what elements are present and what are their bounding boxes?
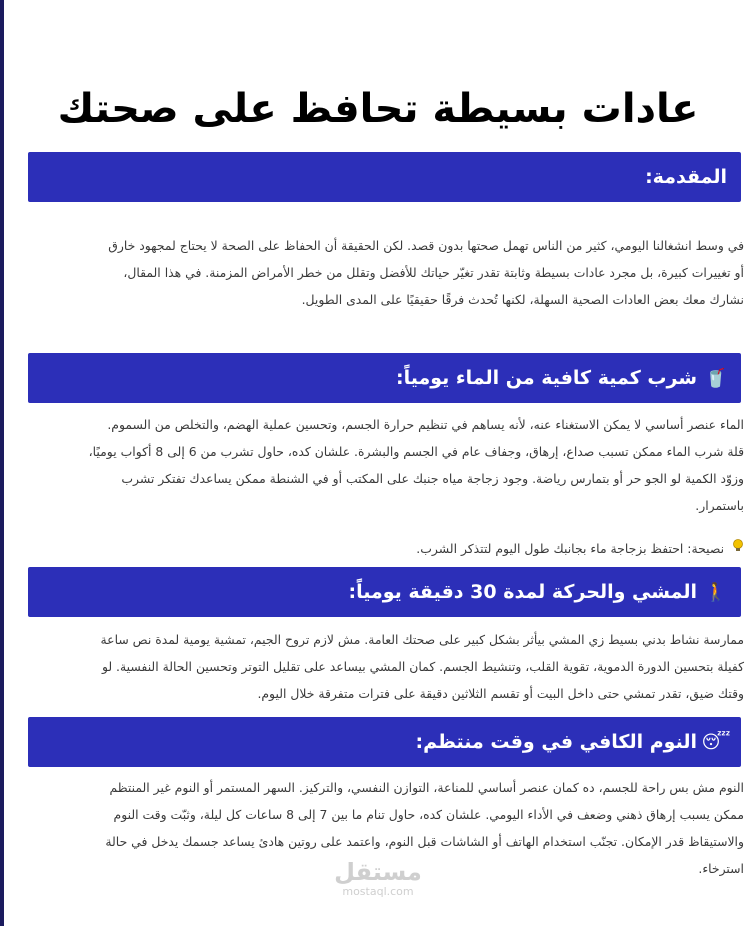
paragraph-line: باستمرار.	[695, 498, 744, 513]
paragraph-line: استرخاء.	[698, 861, 744, 876]
section-header-walking	[28, 567, 741, 617]
sleeping-face-icon: 😴	[701, 731, 731, 753]
cup-icon: 🥤	[704, 367, 728, 389]
bulb-icon	[732, 539, 744, 559]
paragraph-line: نشارك معك بعض العادات الصحية السهلة، لكنها تُحدث فرقًا حقيقيًا على المدى الطويل.	[301, 292, 744, 307]
paragraph-line: وقتك ضيق، تقدر تمشي حتى داخل البيت أو تقسم الثلاثين دقيقة على فترات متفرقة خلال اليوم.	[257, 686, 744, 701]
paragraph-line: ممارسة نشاط بدني بسيط زي المشي بيأثر بشكل كبير على صحتك العامة. مش لازم تروح الجيم، تمشية يومية لمدة نص ساعة	[100, 632, 744, 647]
paragraph-line: والاستيقاظ قدر الإمكان. تجنّب استخدام الهاتف أو الشاشات قبل النوم، واعتمد على روتين هادئ يساعد جسمك يدخل في حالة	[105, 834, 744, 849]
watermark-logo	[322, 858, 434, 910]
section-body-intro	[26, 232, 744, 313]
section-body-walking	[26, 626, 744, 707]
section-heading-water: شرب كمية كافية من الماء يومياً:	[395, 367, 697, 389]
section-header-water	[28, 353, 741, 403]
section-heading-walking: المشي والحركة لمدة 30 دقيقة يومياً:	[348, 581, 697, 603]
section-body-water	[26, 411, 744, 519]
walking-person-icon: 🚶	[704, 581, 728, 603]
paragraph-line: في وسط انشغالنا اليومي، كثير من الناس تهمل صحتها بدون قصد. لكن الحقيقة أن الحفاظ على الصحة لا يحتاج لمجهود خارق	[108, 238, 744, 253]
paragraph-line: أو تغييرات كبيرة، بل مجرد عادات بسيطة وثابتة تقدر تغيّر حياتك للأفضل وتقلل من خطر الأمراض المزمنة. في هذا المقال،	[123, 265, 744, 280]
paragraph-line: قلة شرب الماء ممكن تسبب صداع، إرهاق، وجفاف عام في الجسم والبشرة. علشان كده، حاول تشرب من 6 إلى 8 أكواب يوميًا،	[88, 444, 744, 459]
page-title: عادات بسيطة تحافظ على صحتك	[57, 85, 699, 132]
watermark-arabic: مستقل	[334, 858, 422, 886]
watermark-latin: mostaql.com	[342, 885, 414, 898]
section-heading-sleep: النوم الكافي في وقت منتظم:	[415, 731, 697, 753]
left-edge-divider	[0, 0, 4, 926]
paragraph-line: ممكن يسبب إرهاق ذهني وضعف في الأداء اليومي. علشان كده، حاول تنام ما بين 7 إلى 8 ساعات كل ليلة، وثبّت وقت النوم	[113, 807, 744, 822]
tip-text: نصيحة: احتفظ بزجاجة ماء بجانبك طول اليوم لتتذكر الشرب.	[416, 541, 725, 556]
section-heading-intro: المقدمة:	[645, 166, 727, 188]
paragraph-line: وزوّد الكمية لو الجو حر أو بتمارس رياضة. وجود زجاجة مياه جنبك على المكتب أو في الشنطة ممكن يساعدك تفتكر تشرب	[121, 471, 744, 486]
water-tip	[30, 539, 744, 559]
paragraph-line: النوم مش بس راحة للجسم، ده كمان عنصر أساسي للمناعة، التوازن النفسي، والتركيز. السهر المستمر أو النوم غير المنتظم	[109, 780, 744, 795]
section-header-intro	[28, 152, 741, 202]
paragraph-line: الماء عنصر أساسي لا يمكن الاستغناء عنه، لأنه يساهم في تنظيم حرارة الجسم، وتحسين عملية الهضم، والتخلص من السموم.	[107, 417, 744, 432]
paragraph-line: كفيلة بتحسين الدورة الدموية، تقوية القلب، وتنشيط الجسم. كمان المشي بيساعد على تقليل التوتر وتحسين الحالة النفسية. لو	[101, 659, 744, 674]
section-header-sleep	[28, 717, 741, 767]
